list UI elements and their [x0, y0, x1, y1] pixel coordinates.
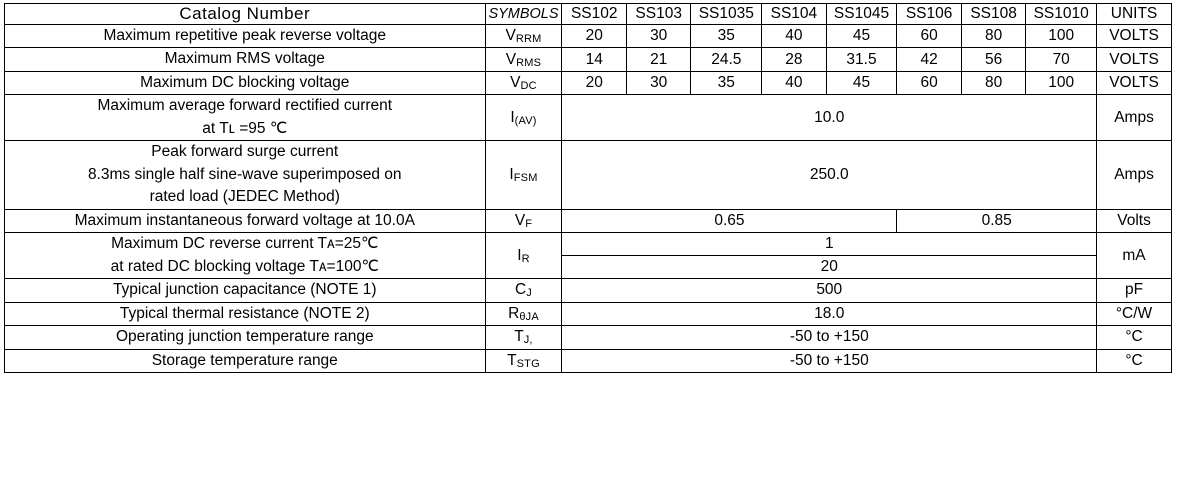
symbol-subscript: (AV) — [514, 114, 537, 127]
row-value: 70 — [1026, 48, 1097, 71]
row-value: 45 — [826, 71, 897, 94]
row-value: 45 — [826, 25, 897, 48]
row-units: °C — [1097, 349, 1172, 372]
row-units: VOLTS — [1097, 25, 1172, 48]
row-value: 60 — [897, 25, 961, 48]
symbol-main: T — [507, 351, 517, 369]
symbol-subscript: J, — [523, 334, 533, 347]
symbol-subscript: RMS — [516, 56, 542, 69]
symbol-subscript: θJA — [519, 310, 539, 323]
row-value: 35 — [691, 71, 762, 94]
row-units: Amps — [1097, 95, 1172, 141]
symbol-subscript: F — [525, 217, 533, 230]
row-units: VOLTS — [1097, 48, 1172, 71]
datasheet-ratings-table — [0, 3, 1177, 493]
table-row — [5, 209, 1172, 232]
row-value: 80 — [961, 25, 1025, 48]
table-row — [5, 95, 1172, 141]
table-row — [5, 302, 1172, 325]
table-row — [5, 326, 1172, 349]
symbol-main: I — [510, 108, 515, 126]
row-symbol — [485, 326, 562, 349]
row-value: 40 — [762, 71, 826, 94]
symbol-subscript: DC — [520, 80, 537, 93]
row-value: 20 — [562, 71, 626, 94]
header-part-ss102: SS102 — [562, 4, 626, 25]
row-parameter: Typical junction capacitance (NOTE 1) — [5, 279, 486, 302]
symbol-subscript: R — [521, 252, 530, 265]
row-value-span-100c: 20 — [562, 256, 1097, 279]
header-part-ss1035: SS1035 — [691, 4, 762, 25]
row-value: 21 — [626, 48, 690, 71]
row-symbol — [485, 349, 562, 372]
row-parameter — [5, 233, 486, 279]
symbol-main: I — [509, 166, 514, 184]
row-units: pF — [1097, 279, 1172, 302]
header-catalog-number: Catalog Number — [5, 4, 486, 25]
row-value-span: 18.0 — [562, 302, 1097, 325]
table-row — [5, 349, 1172, 372]
row-parameter-line: Maximum DC reverse current Tᴀ=25℃ — [111, 235, 379, 253]
symbol-main: R — [508, 304, 520, 322]
row-value-span-high: 0.85 — [897, 209, 1097, 232]
row-value: 30 — [626, 71, 690, 94]
row-parameter-line: at rated DC blocking voltage Tᴀ=100℃ — [110, 257, 379, 275]
row-parameter: Storage temperature range — [5, 349, 486, 372]
symbol-subscript: J — [526, 287, 532, 300]
row-value: 40 — [762, 25, 826, 48]
header-part-ss1010: SS1010 — [1026, 4, 1097, 25]
row-value: 56 — [961, 48, 1025, 71]
row-value-span: 10.0 — [562, 95, 1097, 141]
symbol-main: I — [517, 246, 522, 264]
header-part-ss1045: SS1045 — [826, 4, 897, 25]
row-parameter — [5, 141, 486, 209]
symbol-subscript: STG — [516, 357, 540, 370]
row-parameter: Operating junction temperature range — [5, 326, 486, 349]
row-parameter: Maximum repetitive peak reverse voltage — [5, 25, 486, 48]
row-value: 24.5 — [691, 48, 762, 71]
row-units: Amps — [1097, 141, 1172, 209]
row-parameter — [5, 95, 486, 141]
symbol-main: T — [514, 328, 524, 346]
symbol-main: V — [514, 211, 526, 229]
row-units: °C/W — [1097, 302, 1172, 325]
table-row — [5, 141, 1172, 209]
row-symbol — [485, 233, 562, 279]
table-header-row — [5, 4, 1172, 25]
maximum-ratings-table — [4, 3, 1172, 373]
row-value: 35 — [691, 25, 762, 48]
table-row — [5, 233, 1172, 256]
row-parameter: Typical thermal resistance (NOTE 2) — [5, 302, 486, 325]
symbol-main: V — [510, 74, 521, 92]
row-symbol — [485, 48, 562, 71]
row-symbol — [485, 302, 562, 325]
row-symbol — [485, 95, 562, 141]
symbol-subscript: FSM — [513, 172, 538, 185]
header-symbols: SYMBOLS — [485, 4, 562, 25]
row-value-span: -50 to +150 — [562, 349, 1097, 372]
row-parameter-line: Maximum average forward rectified current — [97, 97, 393, 115]
row-symbol — [485, 25, 562, 48]
row-value: 30 — [626, 25, 690, 48]
row-value-span: 500 — [562, 279, 1097, 302]
header-part-ss108: SS108 — [961, 4, 1025, 25]
header-units: UNITS — [1097, 4, 1172, 25]
row-value-span-low: 0.65 — [562, 209, 897, 232]
row-value-span-25c: 1 — [562, 233, 1097, 256]
row-value-span: 250.0 — [562, 141, 1097, 209]
table-row — [5, 71, 1172, 94]
table-row — [5, 48, 1172, 71]
symbol-main: V — [505, 27, 516, 45]
row-value: 100 — [1026, 25, 1097, 48]
row-value: 100 — [1026, 71, 1097, 94]
row-units: mA — [1097, 233, 1172, 279]
row-value: 80 — [961, 71, 1025, 94]
row-value: 60 — [897, 71, 961, 94]
header-part-ss106: SS106 — [897, 4, 961, 25]
row-parameter-line: Peak forward surge current — [151, 143, 339, 161]
row-symbol — [485, 279, 562, 302]
row-value: 31.5 — [826, 48, 897, 71]
header-part-ss104: SS104 — [762, 4, 826, 25]
table-row — [5, 279, 1172, 302]
symbol-subscript: RRM — [515, 33, 542, 46]
header-part-ss103: SS103 — [626, 4, 690, 25]
row-units: °C — [1097, 326, 1172, 349]
row-value: 14 — [562, 48, 626, 71]
row-parameter: Maximum RMS voltage — [5, 48, 486, 71]
row-symbol — [485, 71, 562, 94]
row-value: 28 — [762, 48, 826, 71]
row-symbol — [485, 141, 562, 209]
row-parameter: Maximum instantaneous forward voltage at 10.0A — [5, 209, 486, 232]
row-units: Volts — [1097, 209, 1172, 232]
row-parameter-line: 8.3ms single half sine-wave superimposed on — [87, 165, 402, 183]
row-units: VOLTS — [1097, 71, 1172, 94]
symbol-main: V — [505, 50, 517, 68]
row-parameter-line: at Tʟ =95 ℃ — [202, 119, 288, 137]
row-value: 20 — [562, 25, 626, 48]
table-row — [5, 25, 1172, 48]
row-value-span: -50 to +150 — [562, 326, 1097, 349]
row-value: 42 — [897, 48, 961, 71]
row-symbol — [485, 209, 562, 232]
row-parameter-line: rated load (JEDEC Method) — [149, 188, 340, 206]
symbol-main: C — [515, 281, 527, 299]
row-parameter: Maximum DC blocking voltage — [5, 71, 486, 94]
